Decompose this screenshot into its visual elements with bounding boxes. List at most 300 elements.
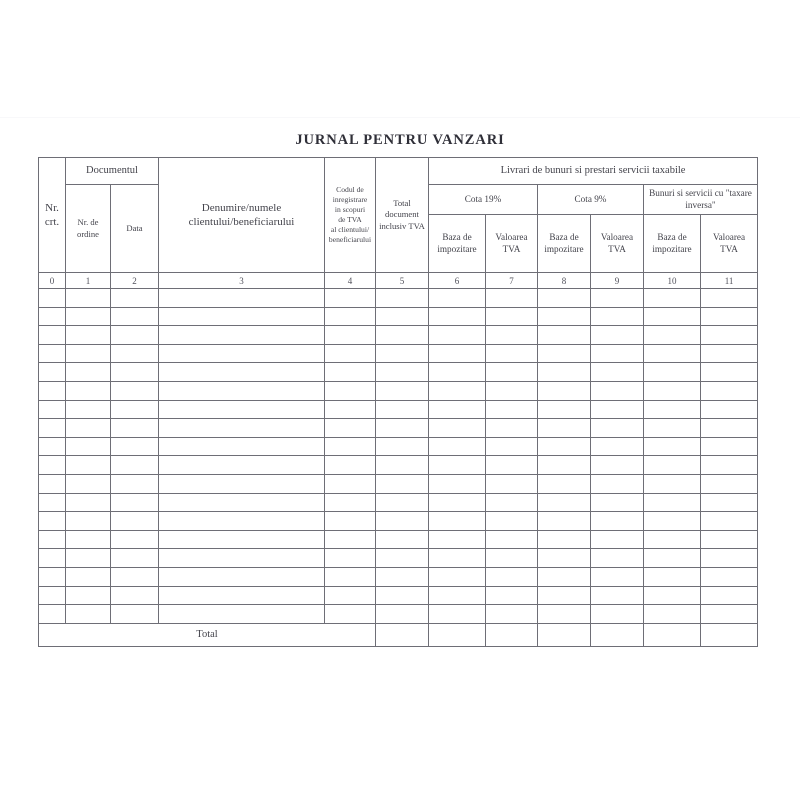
table-cell[interactable] [538,289,591,308]
table-cell[interactable] [591,326,644,345]
table-cell[interactable] [66,289,111,308]
column-number-cell: 0 [39,273,66,289]
table-cell[interactable] [111,493,159,512]
header-line: clientului/beneficiarului [188,216,295,228]
group-header-taxare-inversa: Bunuri si servicii cu "taxare inversa" [644,185,758,215]
table-cell[interactable] [66,567,111,586]
table-cell[interactable] [376,307,429,326]
table-row [39,474,758,493]
table-row [39,567,758,586]
table-cell[interactable] [486,456,538,475]
table-cell[interactable] [701,419,758,438]
table-cell[interactable] [66,363,111,382]
column-header-baza-impozitare-inversa [644,215,701,273]
header-line: Denumire/numele [201,201,282,214]
table-cell[interactable] [325,381,376,400]
table-cell[interactable] [111,605,159,624]
table-cell[interactable] [538,381,591,400]
table-cell[interactable] [376,419,429,438]
column-number-cell: 2 [111,273,159,289]
table-cell[interactable] [429,605,486,624]
table-cell[interactable] [159,381,325,400]
table-cell[interactable] [376,493,429,512]
table-cell[interactable] [111,419,159,438]
table-cell[interactable] [159,567,325,586]
header-line: Nr. [45,201,59,214]
table-cell[interactable] [159,456,325,475]
table-cell[interactable] [159,549,325,568]
sales-journal-table [38,157,758,647]
table-cell[interactable] [159,344,325,363]
table-cell[interactable] [538,419,591,438]
column-header-valoarea-tva-9 [591,215,644,273]
table-cell[interactable] [538,344,591,363]
total-value-cell[interactable] [701,623,758,646]
table-cell[interactable] [325,530,376,549]
column-header-valoarea-tva-19 [486,215,538,273]
table-cell[interactable] [644,567,701,586]
table-cell[interactable] [159,474,325,493]
table-cell[interactable] [66,307,111,326]
journal-table-container [38,157,757,647]
table-cell[interactable] [591,437,644,456]
table-cell[interactable] [39,381,66,400]
table-cell[interactable] [644,363,701,382]
table-cell[interactable] [66,474,111,493]
table-cell[interactable] [486,474,538,493]
header-line: impozitare [437,243,477,254]
table-cell[interactable] [701,530,758,549]
column-number-row [39,273,758,289]
table-cell[interactable] [701,363,758,382]
header-line: impozitare [544,243,584,254]
table-cell[interactable] [591,586,644,605]
table-cell[interactable] [486,307,538,326]
table-cell[interactable] [66,326,111,345]
table-cell[interactable] [486,512,538,531]
header-line: Valoarea [600,231,634,242]
table-cell[interactable] [325,512,376,531]
page-title: JURNAL PENTRU VANZARI [295,132,505,148]
table-cell[interactable] [325,605,376,624]
table-body [39,289,758,624]
table-cell[interactable] [325,326,376,345]
table-cell[interactable] [644,605,701,624]
table-cell[interactable] [429,474,486,493]
table-cell[interactable] [486,549,538,568]
table-cell[interactable] [644,400,701,419]
table-row [39,437,758,456]
table-cell[interactable] [591,456,644,475]
header-line: crt. [44,216,60,228]
table-cell[interactable] [429,567,486,586]
table-cell[interactable] [591,512,644,531]
header-line: Baza de [549,231,579,242]
table-cell[interactable] [538,363,591,382]
table-cell[interactable] [325,437,376,456]
table-cell[interactable] [39,326,66,345]
table-cell[interactable] [644,530,701,549]
header-line: inclusiv TVA [379,220,425,231]
table-cell[interactable] [159,530,325,549]
group-header-documentul: Documentul [66,158,159,185]
table-cell[interactable] [111,289,159,308]
table-row [39,512,758,531]
table-cell[interactable] [644,493,701,512]
table-cell[interactable] [376,400,429,419]
table-cell[interactable] [701,586,758,605]
table-cell[interactable] [39,567,66,586]
column-header-nr-ordine [66,185,111,273]
table-cell[interactable] [325,567,376,586]
table-cell[interactable] [486,381,538,400]
table-cell[interactable] [538,549,591,568]
table-cell[interactable] [376,381,429,400]
table-cell[interactable] [538,307,591,326]
table-cell[interactable] [39,512,66,531]
table-cell[interactable] [111,400,159,419]
table-cell[interactable] [591,549,644,568]
table-cell[interactable] [376,512,429,531]
table-cell[interactable] [39,363,66,382]
table-cell[interactable] [376,530,429,549]
table-cell[interactable] [701,549,758,568]
table-cell[interactable] [39,400,66,419]
table-cell[interactable] [701,493,758,512]
total-value-cell[interactable] [591,623,644,646]
table-cell[interactable] [591,530,644,549]
header-row-groups [39,158,758,185]
total-value-cell[interactable] [429,623,486,646]
table-cell[interactable] [429,419,486,438]
table-cell[interactable] [429,437,486,456]
header-line: Data [126,222,143,233]
table-cell[interactable] [486,437,538,456]
column-number-cell: 9 [591,273,644,289]
table-cell[interactable] [66,344,111,363]
table-cell[interactable] [486,586,538,605]
table-cell[interactable] [39,530,66,549]
group-header-cota-19: Cota 19% [429,185,538,215]
table-cell[interactable] [538,586,591,605]
table-cell[interactable] [429,586,486,605]
table-cell[interactable] [591,344,644,363]
column-number-cell: 10 [644,273,701,289]
table-cell[interactable] [486,530,538,549]
table-cell[interactable] [538,530,591,549]
table-cell[interactable] [325,289,376,308]
column-header-nr-crt [39,158,66,273]
column-header-denumire-client [159,158,325,273]
table-cell[interactable] [701,567,758,586]
table-cell[interactable] [325,419,376,438]
table-cell[interactable] [66,605,111,624]
table-row [39,493,758,512]
table-cell[interactable] [159,512,325,531]
table-cell[interactable] [486,400,538,419]
table-cell[interactable] [429,400,486,419]
table-cell[interactable] [538,605,591,624]
table-cell[interactable] [429,456,486,475]
table-cell[interactable] [159,419,325,438]
table-cell[interactable] [591,493,644,512]
table-cell[interactable] [701,437,758,456]
table-cell[interactable] [591,567,644,586]
table-cell[interactable] [644,586,701,605]
table-cell[interactable] [66,419,111,438]
table-cell[interactable] [159,437,325,456]
table-cell[interactable] [486,344,538,363]
table-cell[interactable] [591,307,644,326]
column-number-cell: 3 [159,273,325,289]
header-line: ordine [77,228,99,239]
table-cell[interactable] [39,307,66,326]
table-cell[interactable] [39,605,66,624]
table-cell[interactable] [376,586,429,605]
table-cell[interactable] [591,605,644,624]
table-cell[interactable] [66,456,111,475]
table-cell[interactable] [591,419,644,438]
table-cell[interactable] [486,363,538,382]
table-row [39,400,758,419]
column-header-total-document [376,158,429,273]
table-cell[interactable] [159,289,325,308]
header-line: beneficiarului [328,235,372,245]
total-value-cell[interactable] [486,623,538,646]
table-row [39,419,758,438]
header-line: TVA [502,243,521,254]
table-cell[interactable] [325,549,376,568]
table-cell[interactable] [325,307,376,326]
table-cell[interactable] [66,530,111,549]
header-line: Codul de [336,184,364,194]
table-cell[interactable] [66,549,111,568]
table-cell[interactable] [159,400,325,419]
table-cell[interactable] [376,549,429,568]
table-cell[interactable] [644,474,701,493]
table-cell[interactable] [701,289,758,308]
table-cell[interactable] [325,456,376,475]
table-cell[interactable] [591,363,644,382]
table-cell[interactable] [66,512,111,531]
column-header-valoarea-tva-inversa [701,215,758,273]
table-cell[interactable] [538,512,591,531]
table-cell[interactable] [429,326,486,345]
table-cell[interactable] [376,437,429,456]
table-cell[interactable] [591,381,644,400]
column-header-data [111,185,159,273]
column-number-cell: 8 [538,273,591,289]
table-cell[interactable] [39,419,66,438]
table-cell[interactable] [39,586,66,605]
table-cell[interactable] [701,381,758,400]
header-line: in scopuri [334,204,366,214]
table-cell[interactable] [701,605,758,624]
table-cell[interactable] [429,307,486,326]
table-cell[interactable] [111,437,159,456]
table-row [39,326,758,345]
table-cell[interactable] [376,605,429,624]
table-cell[interactable] [429,381,486,400]
table-cell[interactable] [538,567,591,586]
table-row [39,456,758,475]
header-line: document [385,209,419,220]
table-cell[interactable] [644,344,701,363]
table-cell[interactable] [39,474,66,493]
table-cell[interactable] [159,605,325,624]
column-number-cell: 7 [486,273,538,289]
header-line: Valoarea [495,231,528,242]
column-header-baza-impozitare-9 [538,215,591,273]
table-cell[interactable] [325,400,376,419]
column-number-cell: 5 [376,273,429,289]
column-number-cell: 4 [325,273,376,289]
table-cell[interactable] [429,549,486,568]
table-cell[interactable] [376,363,429,382]
table-cell[interactable] [538,400,591,419]
table-cell[interactable] [644,381,701,400]
column-number-cell: 11 [701,273,758,289]
table-cell[interactable] [644,512,701,531]
group-header-livrari-taxabile: Livrari de bunuri si prestari servicii taxabile [429,158,758,185]
table-cell[interactable] [66,586,111,605]
table-cell[interactable] [39,344,66,363]
table-cell[interactable] [159,307,325,326]
table-cell[interactable] [486,605,538,624]
table-foot [39,623,758,646]
table-cell[interactable] [159,326,325,345]
table-cell[interactable] [486,567,538,586]
table-cell[interactable] [111,344,159,363]
table-cell[interactable] [111,567,159,586]
table-cell[interactable] [486,289,538,308]
table-cell[interactable] [325,586,376,605]
table-cell[interactable] [325,363,376,382]
table-cell[interactable] [429,344,486,363]
table-cell[interactable] [159,493,325,512]
header-line: Total [393,197,411,208]
table-cell[interactable] [159,586,325,605]
table-cell[interactable] [591,474,644,493]
table-cell[interactable] [376,567,429,586]
table-cell[interactable] [644,307,701,326]
table-cell[interactable] [111,381,159,400]
table-cell[interactable] [701,307,758,326]
table-cell[interactable] [39,493,66,512]
total-value-cell[interactable] [644,623,701,646]
table-row [39,605,758,624]
table-cell[interactable] [376,456,429,475]
total-value-cell[interactable] [538,623,591,646]
total-label-cell: Total [39,623,376,646]
table-cell[interactable] [591,289,644,308]
table-cell[interactable] [39,456,66,475]
table-cell[interactable] [111,456,159,475]
table-row [39,549,758,568]
table-cell[interactable] [376,289,429,308]
table-cell[interactable] [376,326,429,345]
table-cell[interactable] [644,419,701,438]
table-cell[interactable] [39,289,66,308]
table-cell[interactable] [111,512,159,531]
table-row [39,381,758,400]
table-cell[interactable] [66,381,111,400]
table-cell[interactable] [486,419,538,438]
header-line: Baza de [442,231,472,242]
table-cell[interactable] [486,326,538,345]
table-cell[interactable] [538,437,591,456]
table-cell[interactable] [429,512,486,531]
table-cell[interactable] [538,456,591,475]
table-row [39,530,758,549]
table-cell[interactable] [325,493,376,512]
table-row [39,363,758,382]
table-cell[interactable] [701,344,758,363]
table-cell[interactable] [701,456,758,475]
table-cell[interactable] [701,512,758,531]
table-cell[interactable] [486,493,538,512]
total-value-cell[interactable] [376,623,429,646]
header-line: Baza de [657,231,687,242]
total-row [39,623,758,646]
header-line: impozitare [652,243,692,254]
table-head [39,158,758,289]
column-header-baza-impozitare-19 [429,215,486,273]
column-header-cod-tva [325,158,376,273]
table-cell[interactable] [111,363,159,382]
table-cell[interactable] [66,400,111,419]
header-line: Nr. de [77,217,99,228]
table-cell[interactable] [159,363,325,382]
table-cell[interactable] [644,289,701,308]
table-cell[interactable] [644,437,701,456]
table-cell[interactable] [39,437,66,456]
table-cell[interactable] [701,326,758,345]
table-cell[interactable] [111,549,159,568]
table-row [39,289,758,308]
table-cell[interactable] [39,549,66,568]
table-cell[interactable] [376,344,429,363]
table-cell[interactable] [325,344,376,363]
table-cell[interactable] [591,400,644,419]
table-cell[interactable] [376,474,429,493]
table-cell[interactable] [66,493,111,512]
table-cell[interactable] [429,493,486,512]
table-cell[interactable] [325,474,376,493]
table-cell[interactable] [111,474,159,493]
table-cell[interactable] [538,474,591,493]
table-cell[interactable] [644,326,701,345]
table-cell[interactable] [111,326,159,345]
table-cell[interactable] [429,530,486,549]
table-cell[interactable] [538,493,591,512]
table-cell[interactable] [111,307,159,326]
column-number-cell: 1 [66,273,111,289]
table-cell[interactable] [538,326,591,345]
table-cell[interactable] [701,400,758,419]
header-line: Valoarea [712,231,746,242]
table-cell[interactable] [644,456,701,475]
table-cell[interactable] [429,363,486,382]
table-cell[interactable] [111,530,159,549]
table-cell[interactable] [111,586,159,605]
table-cell[interactable] [66,437,111,456]
table-cell[interactable] [701,474,758,493]
table-cell[interactable] [429,289,486,308]
document-sheet [0,118,800,800]
table-cell[interactable] [644,549,701,568]
header-line: al clientului/ [330,225,370,235]
